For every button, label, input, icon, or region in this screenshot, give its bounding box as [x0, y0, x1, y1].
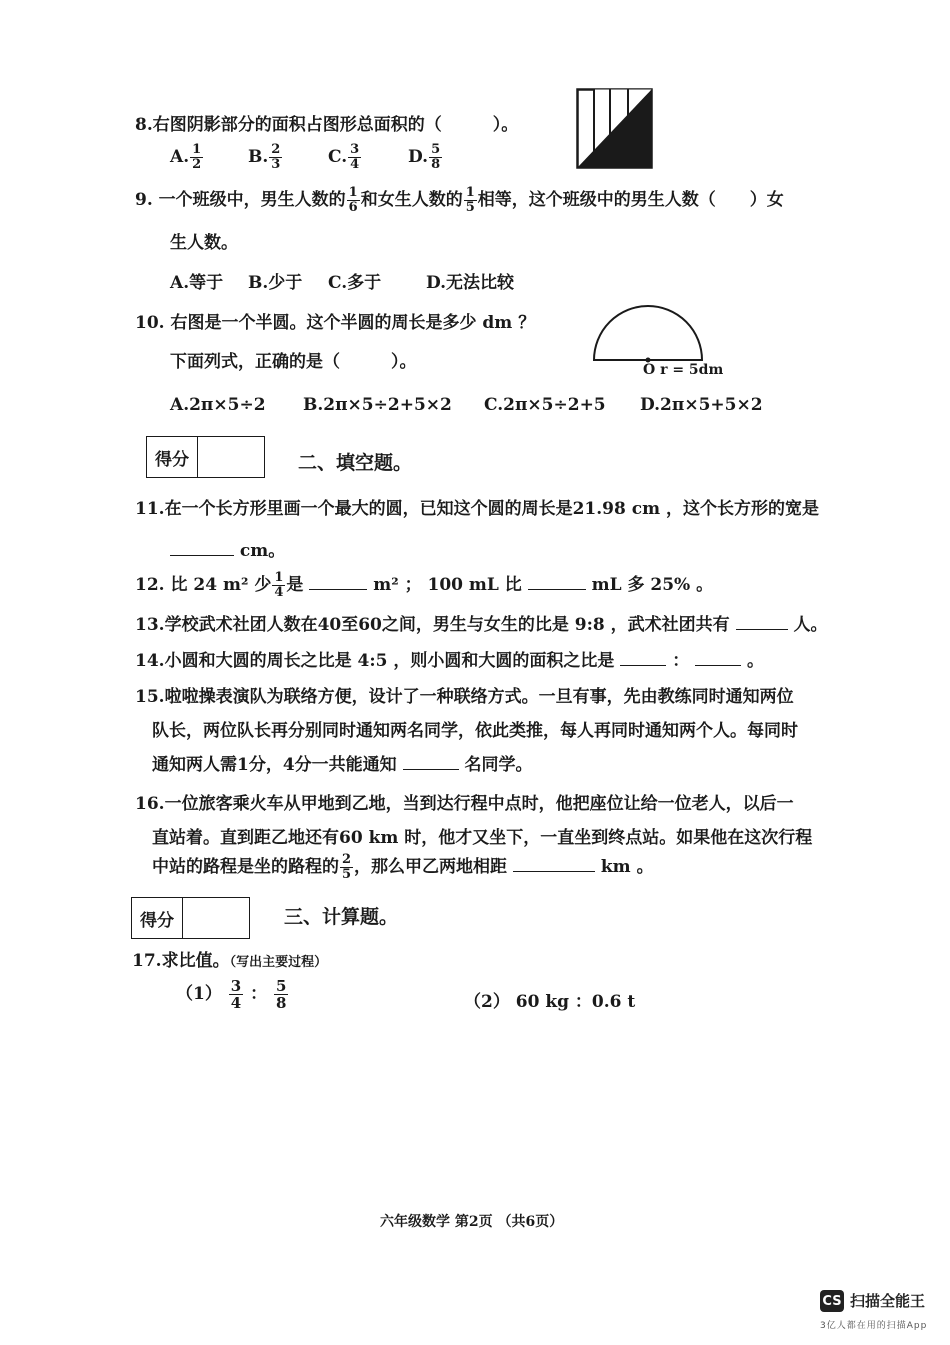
q11-line2: cm。 [170, 536, 285, 561]
q9-option-b: B.少于 [248, 273, 303, 293]
q17-title: 17.求比值。（写出主要过程） [132, 951, 328, 971]
q8-text: 8.右图阴影部分的面积占图形总面积的（ ）。 [135, 115, 519, 135]
camscanner-brand: 扫描全能王 [850, 1292, 926, 1310]
score-label: 得分 [147, 437, 198, 477]
q13-answer-blank[interactable] [736, 615, 788, 630]
q10-line1: 10. 右图是一个半圆。这个半圆的周长是多少 dm ？ [135, 313, 536, 333]
q9-line2: 生人数。 [170, 233, 238, 253]
page-footer: 六年级数学 第2页 （共6页） [380, 1214, 564, 1230]
q15-line2: 队长，两位队长再分别同时通知两名同学，依此类推，每人再同时通知两个人。每同时 [152, 721, 798, 741]
q15-answer-blank[interactable] [403, 755, 459, 770]
section3-score-box [131, 897, 250, 939]
q12-answer-blank-2[interactable] [528, 575, 586, 590]
q9-line1: 9. 一个班级中，男生人数的 $\frac{1}{6}$ 和女生人数的 $\frac{1}{5}$ 相等，这个班级中的男生人数（ ）女 [135, 185, 784, 215]
q8-shaded-square-figure [576, 88, 654, 170]
q8-option-b: B. $\frac{2}{3}$ [248, 142, 281, 172]
q16-line1: 16.一位旅客乘火车从甲地到乙地，当到达行程中点时，他把座位让给一位老人，以后一 [135, 794, 794, 814]
score-label: 得分 [132, 898, 183, 938]
q10-semicircle-figure [592, 304, 704, 364]
q15-line1: 15.啦啦操表演队为联络方便，设计了一种联络方式。一旦有事，先由教练同时通知两位 [135, 687, 794, 707]
q10-line2: 下面列式，正确的是（ ）。 [170, 352, 417, 372]
q9-option-c: C.多于 [328, 273, 382, 293]
q16-line3: 中站的路程是坐的路程的 $\frac{2}{5}$ ，那么甲乙两地相距 km 。 [152, 852, 654, 882]
q16-answer-blank[interactable] [513, 857, 595, 872]
q16-line2: 直站着。直到距乙地还有60 km 时，他才又坐下，一直坐到终点站。如果他在这次行程 [152, 828, 813, 848]
section3-title: 三、计算题。 [284, 906, 399, 928]
score-cell[interactable] [183, 898, 249, 938]
q8-option-d: D. $\frac{5}{8}$ [408, 142, 441, 172]
q10-option-c: C.2π×5÷2+5 [484, 395, 606, 415]
q17-sub2: （2） 60 kg ：0.6 t [464, 992, 636, 1012]
q10-option-a: A.2π×5÷2 [170, 395, 266, 415]
q12-line: 12. 比 24 m² 少 $\frac{1}{4}$ 是 m² ； 100 mL 比 mL 多 25% 。 [135, 570, 714, 600]
q8-option-c: C. $\frac{3}{4}$ [328, 142, 360, 172]
q15-line3: 通知两人需1分，4分一共能通知 名同学。 [152, 755, 533, 775]
q12-answer-blank-1[interactable] [309, 575, 367, 590]
section2-score-box [146, 436, 265, 478]
q8-option-a: A. $\frac{1}{2}$ [170, 142, 202, 172]
q17-sub1: （1） $\frac{3}{4}$ ： $\frac{5}{8}$ [176, 977, 287, 1012]
q11-line1: 11.在一个长方形里画一个最大的圆，已知这个圆的周长是21.98 cm ，这个长方形的宽是 [135, 499, 819, 519]
q14-answer-blank-2[interactable] [695, 651, 741, 666]
section2-title: 二、填空题。 [298, 452, 413, 474]
q10-option-b: B.2π×5÷2+5×2 [303, 395, 452, 415]
q9-option-a: A.等于 [170, 273, 224, 293]
camscanner-tagline: 3亿人都在用的扫描App [820, 1321, 928, 1331]
q10-radius-label: O r = 5dm [643, 362, 724, 378]
q10-option-d: D.2π×5+5×2 [640, 395, 763, 415]
q13-line: 13.学校武术社团人数在40至60之间，男生与女生的比是 9:8 ，武术社团共有 人。 [135, 615, 828, 635]
camscanner-logo-icon: CS [820, 1290, 844, 1312]
score-cell[interactable] [198, 437, 264, 477]
q9-option-d: D.无法比较 [426, 273, 515, 293]
q11-answer-blank[interactable] [170, 541, 234, 556]
q14-answer-blank-1[interactable] [620, 651, 666, 666]
q14-line: 14.小圆和大圆的周长之比是 4:5 ，则小圆和大圆的面积之比是 ： 。 [135, 651, 765, 671]
